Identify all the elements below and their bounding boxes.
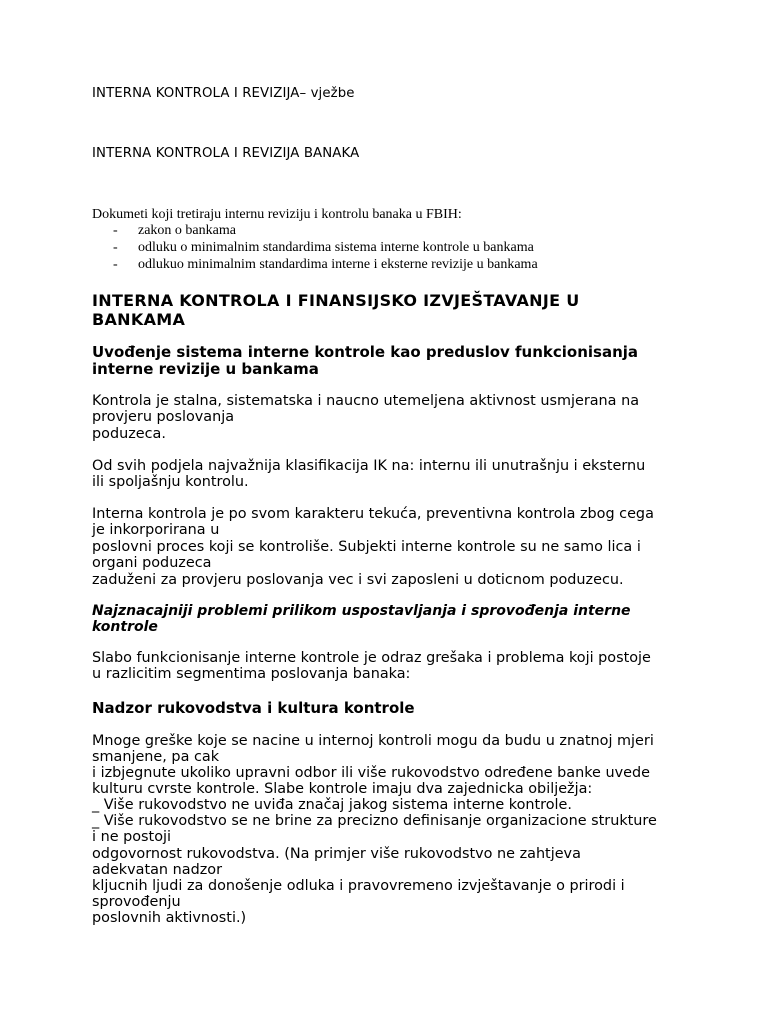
paragraph-line: adekvatan nadzor <box>92 862 222 878</box>
paragraph-line: organi poduzeca <box>92 555 212 571</box>
paragraph-line: smanjene, pa cak <box>92 749 220 765</box>
paragraph-line: kljucnih ljudi za donošenje odluka i pravovremeno izvještavanje o prirodi i <box>92 878 625 894</box>
paragraph-line: Mnoge greške koje se nacine u internoj kontroli mogu da budu u znatnoj mjeri <box>92 733 654 749</box>
paragraph-line: _ Više rukovodstvo ne uviđa značaj jakog sistema interne kontrole. <box>92 797 572 813</box>
paragraph-line: Slabo funkcionisanje interne kontrole je odraz grešaka i problema koji postoje <box>92 650 651 666</box>
paragraph-line: sprovođenju <box>92 894 181 910</box>
paragraph-line: kulturu cvrste kontrole. Slabe kontrole imaju dva zajednicka obilježja: <box>92 781 593 797</box>
list-item: odlukuo minimalnim standardima interne i eksterne revizije u bankama <box>138 257 538 272</box>
subsection-heading: interne revizije u bankama <box>92 360 319 378</box>
list-item: zakon o bankama <box>138 223 236 238</box>
paragraph-line: poslovni proces koji se kontroliše. Subjekti interne kontrole su ne samo lica i <box>92 539 641 555</box>
list-bullet: - <box>113 240 118 255</box>
paragraph-line: provjeru poslovanja <box>92 409 235 425</box>
paragraph-line: odgovornost rukovodstva. (Na primjer više rukovodstvo ne zahtjeva <box>92 846 581 862</box>
list-item: odluku o minimalnim standardima sistema interne kontrole u bankama <box>138 240 534 255</box>
document-subtitle: INTERNA KONTROLA I REVIZIJA BANAKA <box>92 146 360 161</box>
paragraph-line: i ne postoji <box>92 829 172 845</box>
paragraph-line: je inkorporirana u <box>92 522 220 538</box>
paragraph-line: ili spoljašnju kontrolu. <box>92 474 249 490</box>
subsection-heading: Uvođenje sistema interne kontrole kao preduslov funkcionisanja <box>92 343 639 361</box>
list-bullet: - <box>113 223 118 238</box>
document-title: INTERNA KONTROLA I REVIZIJA– vježbe <box>92 86 355 101</box>
subsection-heading: Nadzor rukovodstva i kultura kontrole <box>92 699 415 717</box>
subsection-heading: kontrole <box>92 619 158 635</box>
paragraph-line: zaduženi za provjeru poslovanja vec i svi zaposleni u doticnom poduzecu. <box>92 572 624 588</box>
paragraph-line: u razlicitim segmentima poslovanja banaka: <box>92 666 411 682</box>
paragraph-line: Interna kontrola je po svom karakteru tekuća, preventivna kontrola zbog cega <box>92 506 654 522</box>
list-bullet: - <box>113 257 118 272</box>
paragraph-line: poduzeca. <box>92 426 166 442</box>
documents-intro: Dokumeti koji tretiraju internu reviziju i kontrolu banaka u FBIH: <box>92 207 462 222</box>
subsection-heading: Najznacajniji problemi prilikom uspostavljanja i sprovođenja interne <box>92 603 631 619</box>
paragraph-line: poslovnih aktivnosti.) <box>92 910 247 926</box>
paragraph-line: _ Više rukovodstvo se ne brine za precizno definisanje organizacione strukture <box>92 813 657 829</box>
section-heading: BANKAMA <box>92 310 186 329</box>
section-heading: INTERNA KONTROLA I FINANSIJSKO IZVJEŠTAVANJE U <box>92 291 580 310</box>
paragraph-line: Kontrola je stalna, sistematska i naucno utemeljena aktivnost usmjerana na <box>92 393 640 409</box>
paragraph-line: i izbjegnute ukoliko upravni odbor ili više rukovodstvo određene banke uvede <box>92 765 650 781</box>
paragraph-line: Od svih podjela najvažnija klasifikacija IK na: internu ili unutrašnju i eksternu <box>92 458 646 474</box>
